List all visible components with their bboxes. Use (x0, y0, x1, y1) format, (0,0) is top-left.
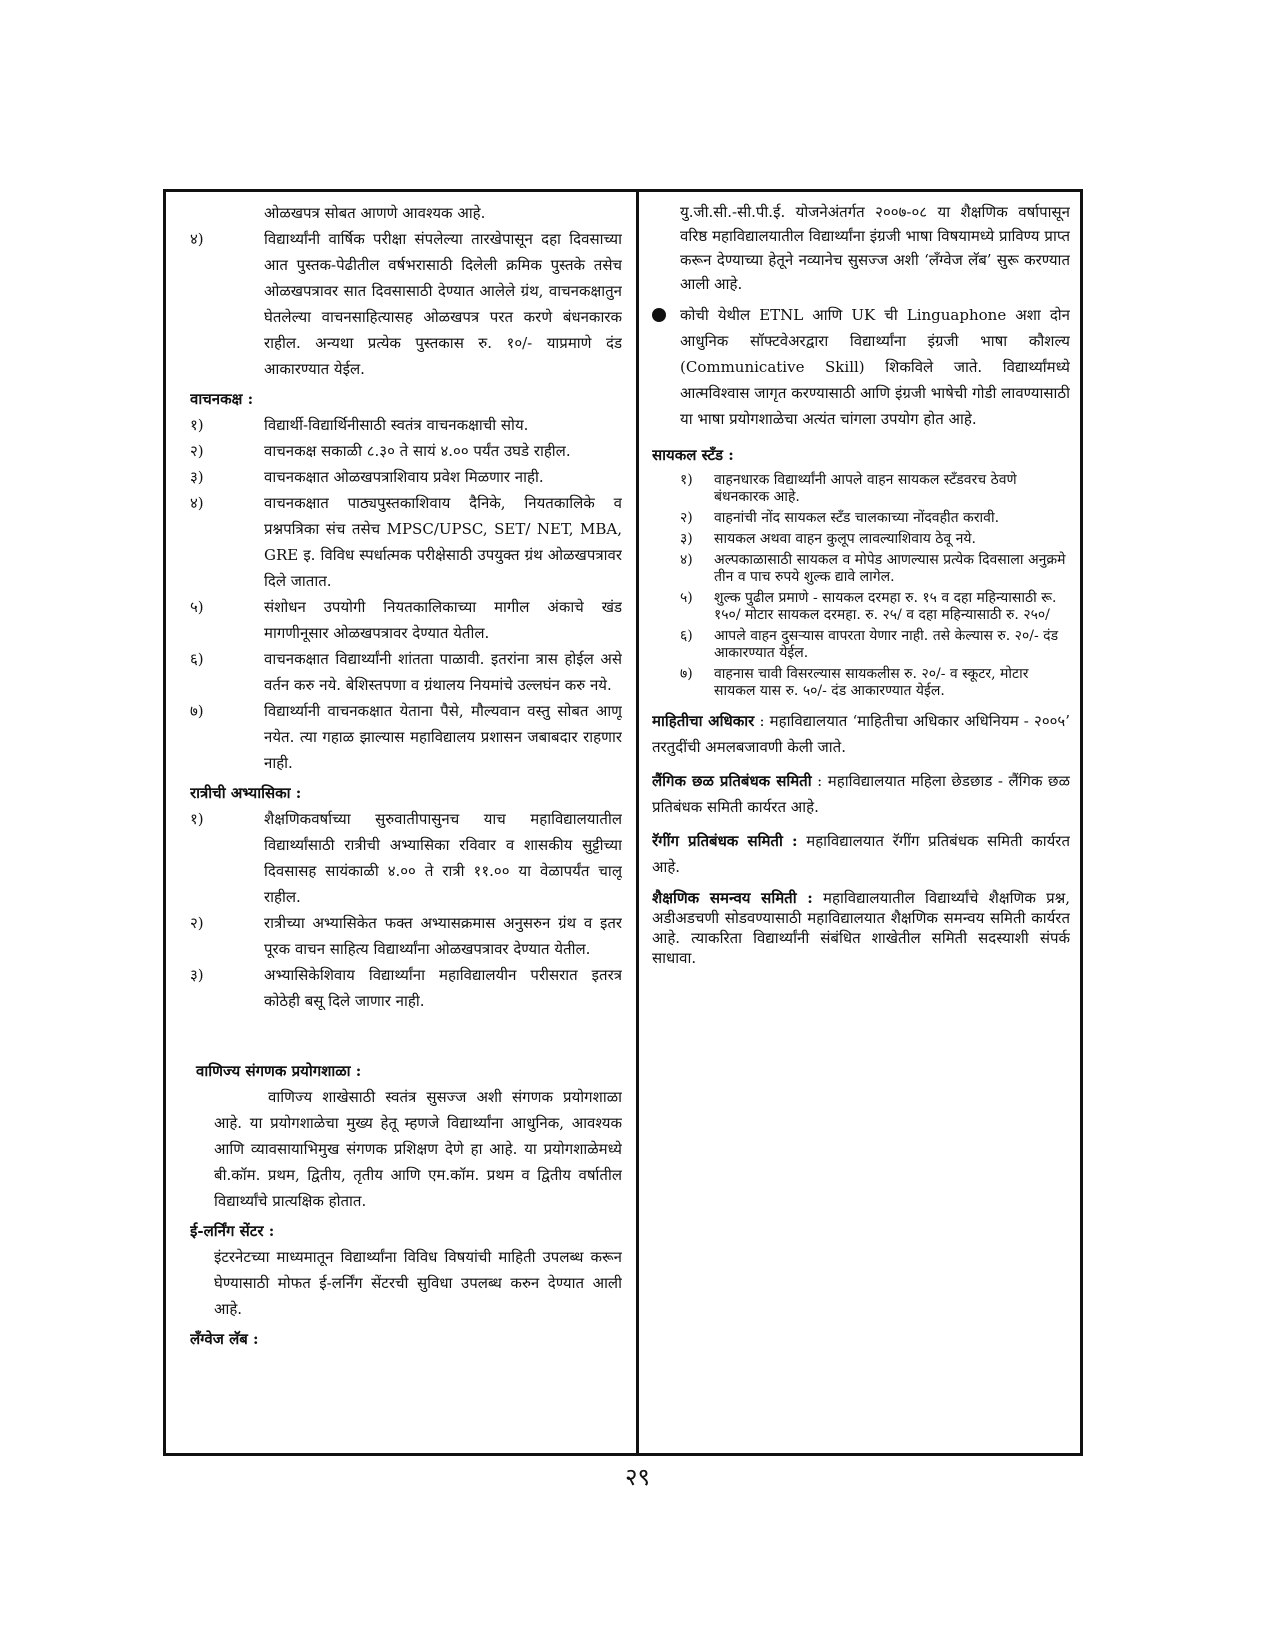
right-column (652, 200, 1070, 1450)
academic-text: महाविद्यालयातील विद्यार्थ्यांचे शैक्षणिक प्रश्न, अडीअडचणी सोडवण्यासाठी महाविद्यालयात शैक्षणिक समन्वय समिती कार्यरत आहे. त्याकरिता विद्यार्थ्यांनी संबंधित शाखेतील समिती सदस्याशी संपर्क साधावा. (652, 889, 1070, 967)
language-lab-text: यु.जी.सी.-सी.पी.ई. योजनेअंतर्गत २००७-०८ या शैक्षणिक वर्षापासून वरिष्ठ महाविद्यालयातील विद्यार्थ्यांना इंग्रजी भाषा विषयामध्ये प्राविण्य प्राप्त करून देण्याच्या हेतूने नव्यानेच सुसज्ज अशी ‘लँग्वेज लॅब’ सुरू करण्यात आली आहे. (680, 203, 1070, 293)
cycle-stand-list (652, 472, 1070, 700)
list-item (652, 552, 1070, 586)
elearning-heading: ई-लर्निंग सेंटर : (190, 1222, 275, 1240)
list-item (652, 590, 1070, 624)
page-number: २९ (625, 1463, 650, 1491)
bullet-text: कोची येथील ETNL आणि UK ची Linguaphone अशा दोन आधुनिक सॉफ्टवेअरद्वारा विद्यार्थ्यांना इंग्रजी भाषा कौशल्य (Communicative Skill) शिकविले जाते. विद्यार्थ्यांमध्ये आत्मविश्वास जागृत करण्यासाठी आणि इंग्रजी भाषेची गोडी लावण्यासाठी या भाषा प्रयोगशाळेचा अत्यंत चांगला उपयोग होत आहे. (680, 306, 1070, 428)
item-number: ५) (680, 590, 693, 606)
item-text: आपले वाहन दुसऱ्यास वापरता येणार नाही. तसे केल्यास रु. २०/- दंड आकारण्यात येईल. (714, 628, 1059, 661)
item-text: विद्यार्थी-विद्यार्थिनीसाठी स्वतंत्र वाचनकक्षाची सोय. (264, 416, 529, 434)
harassment-heading: लैंगिक छळ प्रतिबंधक समिती (652, 772, 812, 790)
item-text: वाहनधारक विद्यार्थ्यांनी आपले वाहन सायकल स्टँडवरच ठेवणे बंधनकारक आहे. (714, 472, 1017, 505)
rti-heading: माहितीचा अधिकार (652, 712, 755, 730)
list-item (652, 628, 1070, 662)
list-item (190, 464, 622, 490)
academic-heading: शैक्षणिक समन्वय समिती : (652, 889, 813, 907)
item-number: १) (190, 416, 204, 434)
item-number: २) (680, 510, 693, 526)
bullet-item (652, 302, 1070, 432)
item-text: वाहनास चावी विसरल्यास सायकलीस रु. २०/- व स्कूटर, मोटार सायकल यास रु. ५०/- दंड आकारण्यात येईल. (714, 666, 1029, 699)
item-text: वाचनकक्षात पाठ्यपुस्तकाशिवाय दैनिके, नियतकालिके व प्रश्नपत्रिका संच तसेच MPSC/UPSC, SET/ NET, MBA, GRE इ. विविध स्पर्धात्मक परीक्षेसाठी उपयुक्त ग्रंथ ओळखपत्रावर दिले जातात. (264, 494, 622, 590)
cycle-stand-heading: सायकल स्टँड : (652, 446, 734, 464)
night-study-list (190, 806, 622, 1014)
list-item (190, 594, 622, 646)
rti-paragraph (652, 708, 1070, 760)
continued-line: ओळखपत्र सोबत आणणे आवश्यक आहे. (264, 204, 486, 222)
list-item (190, 910, 622, 962)
section-gap (190, 1014, 622, 1054)
column-divider (636, 189, 639, 1456)
item-text: सायकल अथवा वाहन कुलूप लावल्याशिवाय ठेवू नये. (714, 531, 976, 547)
item-text: विद्यार्थ्यांनी वार्षिक परीक्षा संपलेल्या तारखेपासून दहा दिवसाच्या आत पुस्तक-पेढीतील वर्षभरासाठी दिलेली क्रमिक पुस्तके तसेच ओळखपत्रावर सात दिवसासाठी देण्यात आलेले ग्रंथ, वाचनकक्षातुन घेतलेल्या वाचनसाहित्यासह ओळखपत्र परत करणे बंधनकारक राहील. अन्यथा प्रत्येक पुस्तकास रु. १०/- याप्रमाणे दंड आकारण्यात येईल. (264, 230, 622, 378)
reading-room-list (190, 412, 622, 776)
item-number: ७) (190, 702, 204, 720)
list-item (190, 698, 622, 776)
harassment-paragraph (652, 768, 1070, 820)
item-number: ४) (190, 230, 204, 248)
item-text: वाचनकक्ष सकाळी ८.३० ते सायं ४.०० पर्यंत उघडे राहील. (264, 442, 571, 460)
list-item (652, 531, 1070, 548)
list-item (190, 646, 622, 698)
item-text: अल्पकाळासाठी सायकल व मोपेड आणल्यास प्रत्येक दिवसाला अनुक्रमे तीन व पाच रुपये शुल्क द्यावे लागेल. (714, 552, 1066, 585)
list-item (652, 510, 1070, 527)
night-study-heading: रात्रीची अभ्यासिका : (190, 784, 302, 802)
item-text: शुल्क पुढील प्रमाणे - सायकल दरमहा रु. १५ व दहा महिन्यासाठी रू. १५०/ मोटार सायकल दरमहा. रु. २५/ व दहा महिन्यासाठी रु. २५०/ (714, 590, 1057, 623)
item-text: शैक्षणिकवर्षाच्या सुरुवातीपासुनच याच महाविद्यालयातील विद्यार्थ्यांसाठी रात्रीची अभ्यासिका रविवार व शासकीय सुट्टीच्या दिवसासह सायंकाळी ४.०० ते रात्री ११.०० या वेळापर्यंत चालू राहील. (264, 810, 622, 906)
language-lab-heading: लँग्वेज लॅब : (190, 1330, 259, 1348)
commerce-lab-text: वाणिज्य शाखेसाठी स्वतंत्र सुसज्ज अशी संगणक प्रयोगशाळा आहे. या प्रयोगशाळेचा मुख्य हेतू म्हणजे विद्यार्थ्यांना आधुनिक, आवश्यक आणि व्यावसायाभिमुख संगणक प्रशिक्षण देणे हा आहे. या प्रयोगशाळेमध्ये बी.कॉम. प्रथम, द्वितीय, तृतीय आणि एम.कॉम. प्रथम व द्वितीय वर्षातील विद्यार्थ्यांचे प्रात्यक्षिक होतात. (214, 1088, 622, 1210)
list-item (190, 226, 622, 382)
item-number: ४) (190, 494, 204, 512)
item-text: रात्रीच्या अभ्यासिकेत फक्त अभ्यासक्रमास अनुसरुन ग्रंथ व इतर पूरक वाचन साहित्य विद्यार्थ्यांना ओळखपत्रावर देण्यात येतील. (264, 914, 622, 958)
item-text: संशोधन उपयोगी नियतकालिकाच्या मागील अंकाचे खंड मागणीनूसार ओळखपत्रावर देण्यात येतील. (264, 598, 622, 642)
academic-paragraph (652, 888, 1070, 968)
list-item (652, 472, 1070, 506)
item-number: ३) (680, 531, 693, 547)
item-number: ६) (190, 650, 204, 668)
reading-room-heading: वाचनकक्ष : (190, 390, 254, 408)
harassment-text: : महाविद्यालयात महिला छेडछाड - लैंगिक छळ प्रतिबंधक समिती कार्यरत आहे. (652, 772, 1070, 816)
ragging-heading: रॅगींग प्रतिबंधक समिती : (652, 832, 798, 850)
list-item (190, 438, 622, 464)
item-text: वाचनकक्षात विद्यार्थ्यांनी शांतता पाळावी. इतरांना त्रास होईल असे वर्तन करु नये. बेशिस्तपणा व ग्रंथालय नियमांचे उल्लघंन करु नये. (264, 650, 622, 694)
item-text: अभ्यासिकेशिवाय विद्यार्थ्यांना महाविद्यालयीन परीसरात इतरत्र कोठेही बसू दिले जाणार नाही. (264, 966, 622, 1010)
bullet-icon (652, 302, 680, 432)
list-item (190, 412, 622, 438)
item-number: ७) (680, 666, 693, 682)
list-item (190, 806, 622, 910)
item-number: १) (190, 810, 204, 828)
list-item (652, 666, 1070, 700)
item-number: २) (190, 914, 204, 932)
item-number: ३) (190, 966, 204, 984)
item-number: ३) (190, 468, 204, 486)
left-column (190, 200, 622, 1450)
list-item (190, 490, 622, 594)
item-number: ४) (680, 552, 693, 568)
rti-text: : महाविद्यालयात ‘माहितीचा अधिकार अधिनियम - २००५’ तरतुदींची अमलबजावणी केली जाते. (652, 712, 1070, 756)
item-text: वाहनांची नोंद सायकल स्टँड चालकाच्या नोंदवहीत करावी. (714, 510, 1000, 526)
elearning-text: इंटरनेटच्या माध्यमातून विद्यार्थ्यांना विविध विषयांची माहिती उपलब्ध करून घेण्यासाठी मोफत ई-लर्निंग सेंटरची सुविधा उपलब्ध करुन देण्यात आली आहे. (214, 1248, 622, 1318)
ragging-paragraph (652, 828, 1070, 880)
item-number: २) (190, 442, 204, 460)
ragging-text: महाविद्यालयात रॅगींग प्रतिबंधक समिती कार्यरत आहे. (652, 832, 1070, 876)
item-text: वाचनकक्षात ओळखपत्राशिवाय प्रवेश मिळणार नाही. (264, 468, 544, 486)
list-item (190, 962, 622, 1014)
item-number: ५) (190, 598, 204, 616)
commerce-lab-heading: वाणिज्य संगणक प्रयोगशाळा : (196, 1062, 362, 1080)
item-number: ६) (680, 628, 693, 644)
item-number: १) (680, 472, 693, 488)
item-text: विद्यार्थ्यानी वाचनकक्षात येताना पैसे, मौल्यवान वस्तु सोबत आणू नयेत. त्या गहाळ झाल्यास महाविद्यालय प्रशासन जबाबदार राहणार नाही. (264, 702, 622, 772)
